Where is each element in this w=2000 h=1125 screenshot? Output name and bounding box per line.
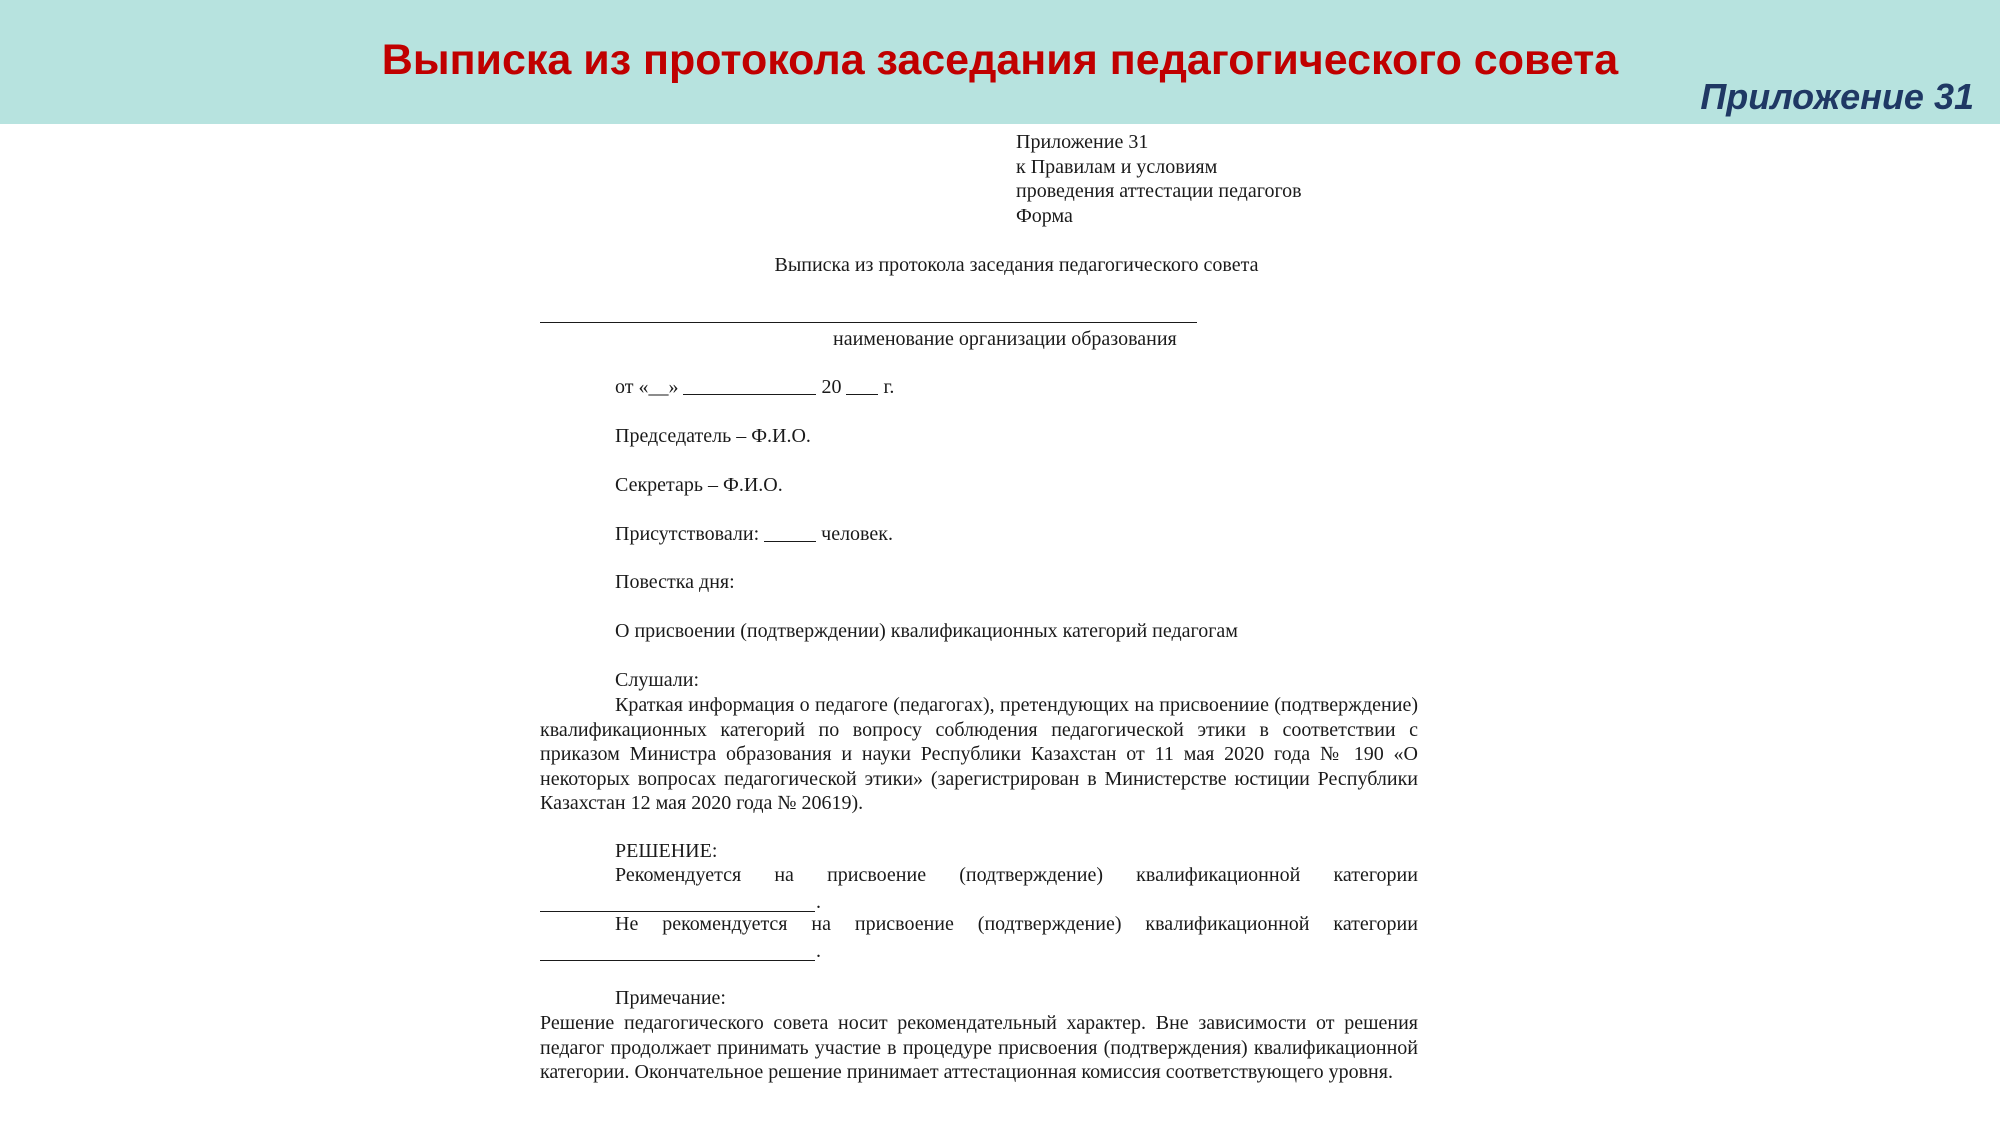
not-recommended-word: квалификационной — [1145, 913, 1310, 935]
recommended-word: на — [774, 864, 794, 886]
date-year-prefix: 20 — [821, 376, 842, 398]
attended-suffix: человек. — [821, 523, 893, 545]
agenda-item: О присвоении (подтверждении) квалификационных категорий педагогам — [615, 620, 1238, 642]
not-recommended-period: . — [816, 940, 821, 962]
recommended-word: присвоение — [827, 864, 927, 886]
note-text: Решение педагогического совета носит рекомендательный характер. Вне зависимости от решения педагог продолжает принимать участие в процедуре присвоения (подтверждения) квалификационной категории. Окончательное решение принимает аттестационная комиссия соответствующего уровня. — [540, 1012, 1418, 1083]
recommended-period: . — [816, 891, 821, 913]
recommended-category-blank — [540, 911, 815, 912]
date-line — [615, 376, 894, 399]
heard-text-content: Краткая информация о педагоге (педагогах), претендующих на присвоениие (подтверждение) квалификационных категорий по вопросу соблюдения педагогической этики в соответствии с приказом Министра образования и науки Республики Казахстан от 11 мая 2020 года № 190 «О некоторых вопросах педагогической этики» (зарегистрирован в Министерстве юстиции Республики Казахстан 12 мая 2020 года № 20619). — [540, 694, 1418, 814]
organization-caption: наименование организации образования — [833, 328, 1177, 350]
agenda-label: Повестка дня: — [615, 571, 735, 593]
recommended-word: квалификационной — [1136, 864, 1301, 886]
decision-label: РЕШЕНИЕ: — [615, 840, 718, 862]
recommended-line — [615, 864, 1418, 887]
heard-label: Слушали: — [615, 669, 700, 691]
not-recommended-word: (подтверждение) — [977, 913, 1122, 935]
chairman-line: Председатель – Ф.И.О. — [615, 425, 811, 447]
organization-name-line — [540, 322, 1197, 323]
document-title: Выписка из протокола заседания педагогического совета — [774, 254, 1259, 276]
not-recommended-word: Не — [615, 913, 639, 935]
heard-text — [540, 693, 1418, 816]
not-recommended-word: на — [811, 913, 831, 935]
document-header-block — [1016, 130, 1302, 228]
attended-count-blank — [764, 523, 816, 542]
attended-prefix: Присутствовали: — [615, 523, 760, 545]
date-year-blank — [846, 376, 878, 395]
not-recommended-word: присвоение — [854, 913, 954, 935]
appendix-label: Приложение 31 — [1700, 76, 1974, 117]
not-recommended-line — [615, 913, 1418, 936]
recommended-word: (подтверждение) — [959, 864, 1103, 886]
date-month-blank — [683, 376, 816, 395]
not-recommended-word: категории — [1333, 913, 1418, 935]
secretary-line: Секретарь – Ф.И.О. — [615, 474, 783, 496]
document-header-line: Приложение 31 — [1016, 131, 1149, 153]
note-label: Примечание: — [615, 987, 726, 1009]
date-suffix: г. — [883, 376, 895, 398]
not-recommended-category-blank — [540, 960, 815, 961]
date-prefix: от «__» — [615, 376, 679, 398]
recommended-word: Рекомендуется — [615, 864, 742, 886]
slide-title: Выписка из протокола заседания педагогического совета — [381, 36, 1619, 84]
document-header-line: проведения аттестации педагогов — [1016, 180, 1302, 202]
not-recommended-word: рекомендуется — [662, 913, 788, 935]
attended-line — [615, 523, 893, 546]
document-header-line: Форма — [1016, 204, 1073, 227]
document-header-line: к Правилам и условиям — [1016, 155, 1218, 178]
recommended-word: категории — [1333, 864, 1418, 886]
